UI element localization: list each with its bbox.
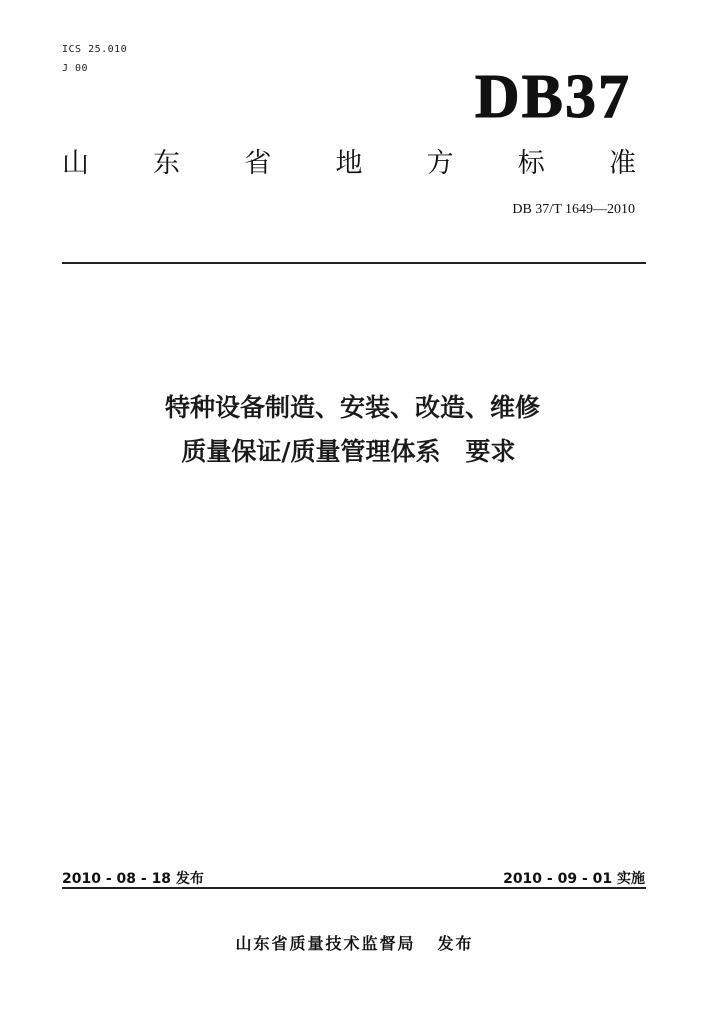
standard-type-char: 地 bbox=[335, 148, 363, 179]
db37-logo: DB37 bbox=[474, 63, 631, 131]
bottom-divider bbox=[62, 887, 646, 889]
standard-type-heading bbox=[62, 146, 636, 182]
ics-code: ICS 25.010 bbox=[62, 44, 128, 55]
implementation-date: 2010 - 09 - 01 实施 bbox=[503, 871, 645, 887]
ccs-code: J 00 bbox=[62, 63, 89, 74]
standard-type-char: 方 bbox=[426, 148, 454, 179]
issuer-action: 发布 bbox=[437, 934, 474, 953]
standard-number: DB 37/T 1649—2010 bbox=[512, 202, 635, 217]
top-divider bbox=[62, 262, 646, 264]
document-title-line-1: 特种设备制造、安装、改造、维修 bbox=[164, 393, 540, 422]
standard-type-char: 山 bbox=[62, 148, 89, 179]
issuer-name: 山东省质量技术监督局 bbox=[235, 934, 416, 953]
publication-date: 2010 - 08 - 18 发布 bbox=[62, 871, 204, 887]
standard-type-char: 东 bbox=[153, 148, 181, 179]
standard-type-char: 省 bbox=[244, 148, 272, 179]
document-title-line-2: 质量保证/质量管理体系 要求 bbox=[181, 437, 516, 466]
issuer-line bbox=[0, 931, 709, 954]
standard-type-char: 标 bbox=[517, 148, 545, 179]
standard-type-char: 准 bbox=[608, 148, 636, 179]
